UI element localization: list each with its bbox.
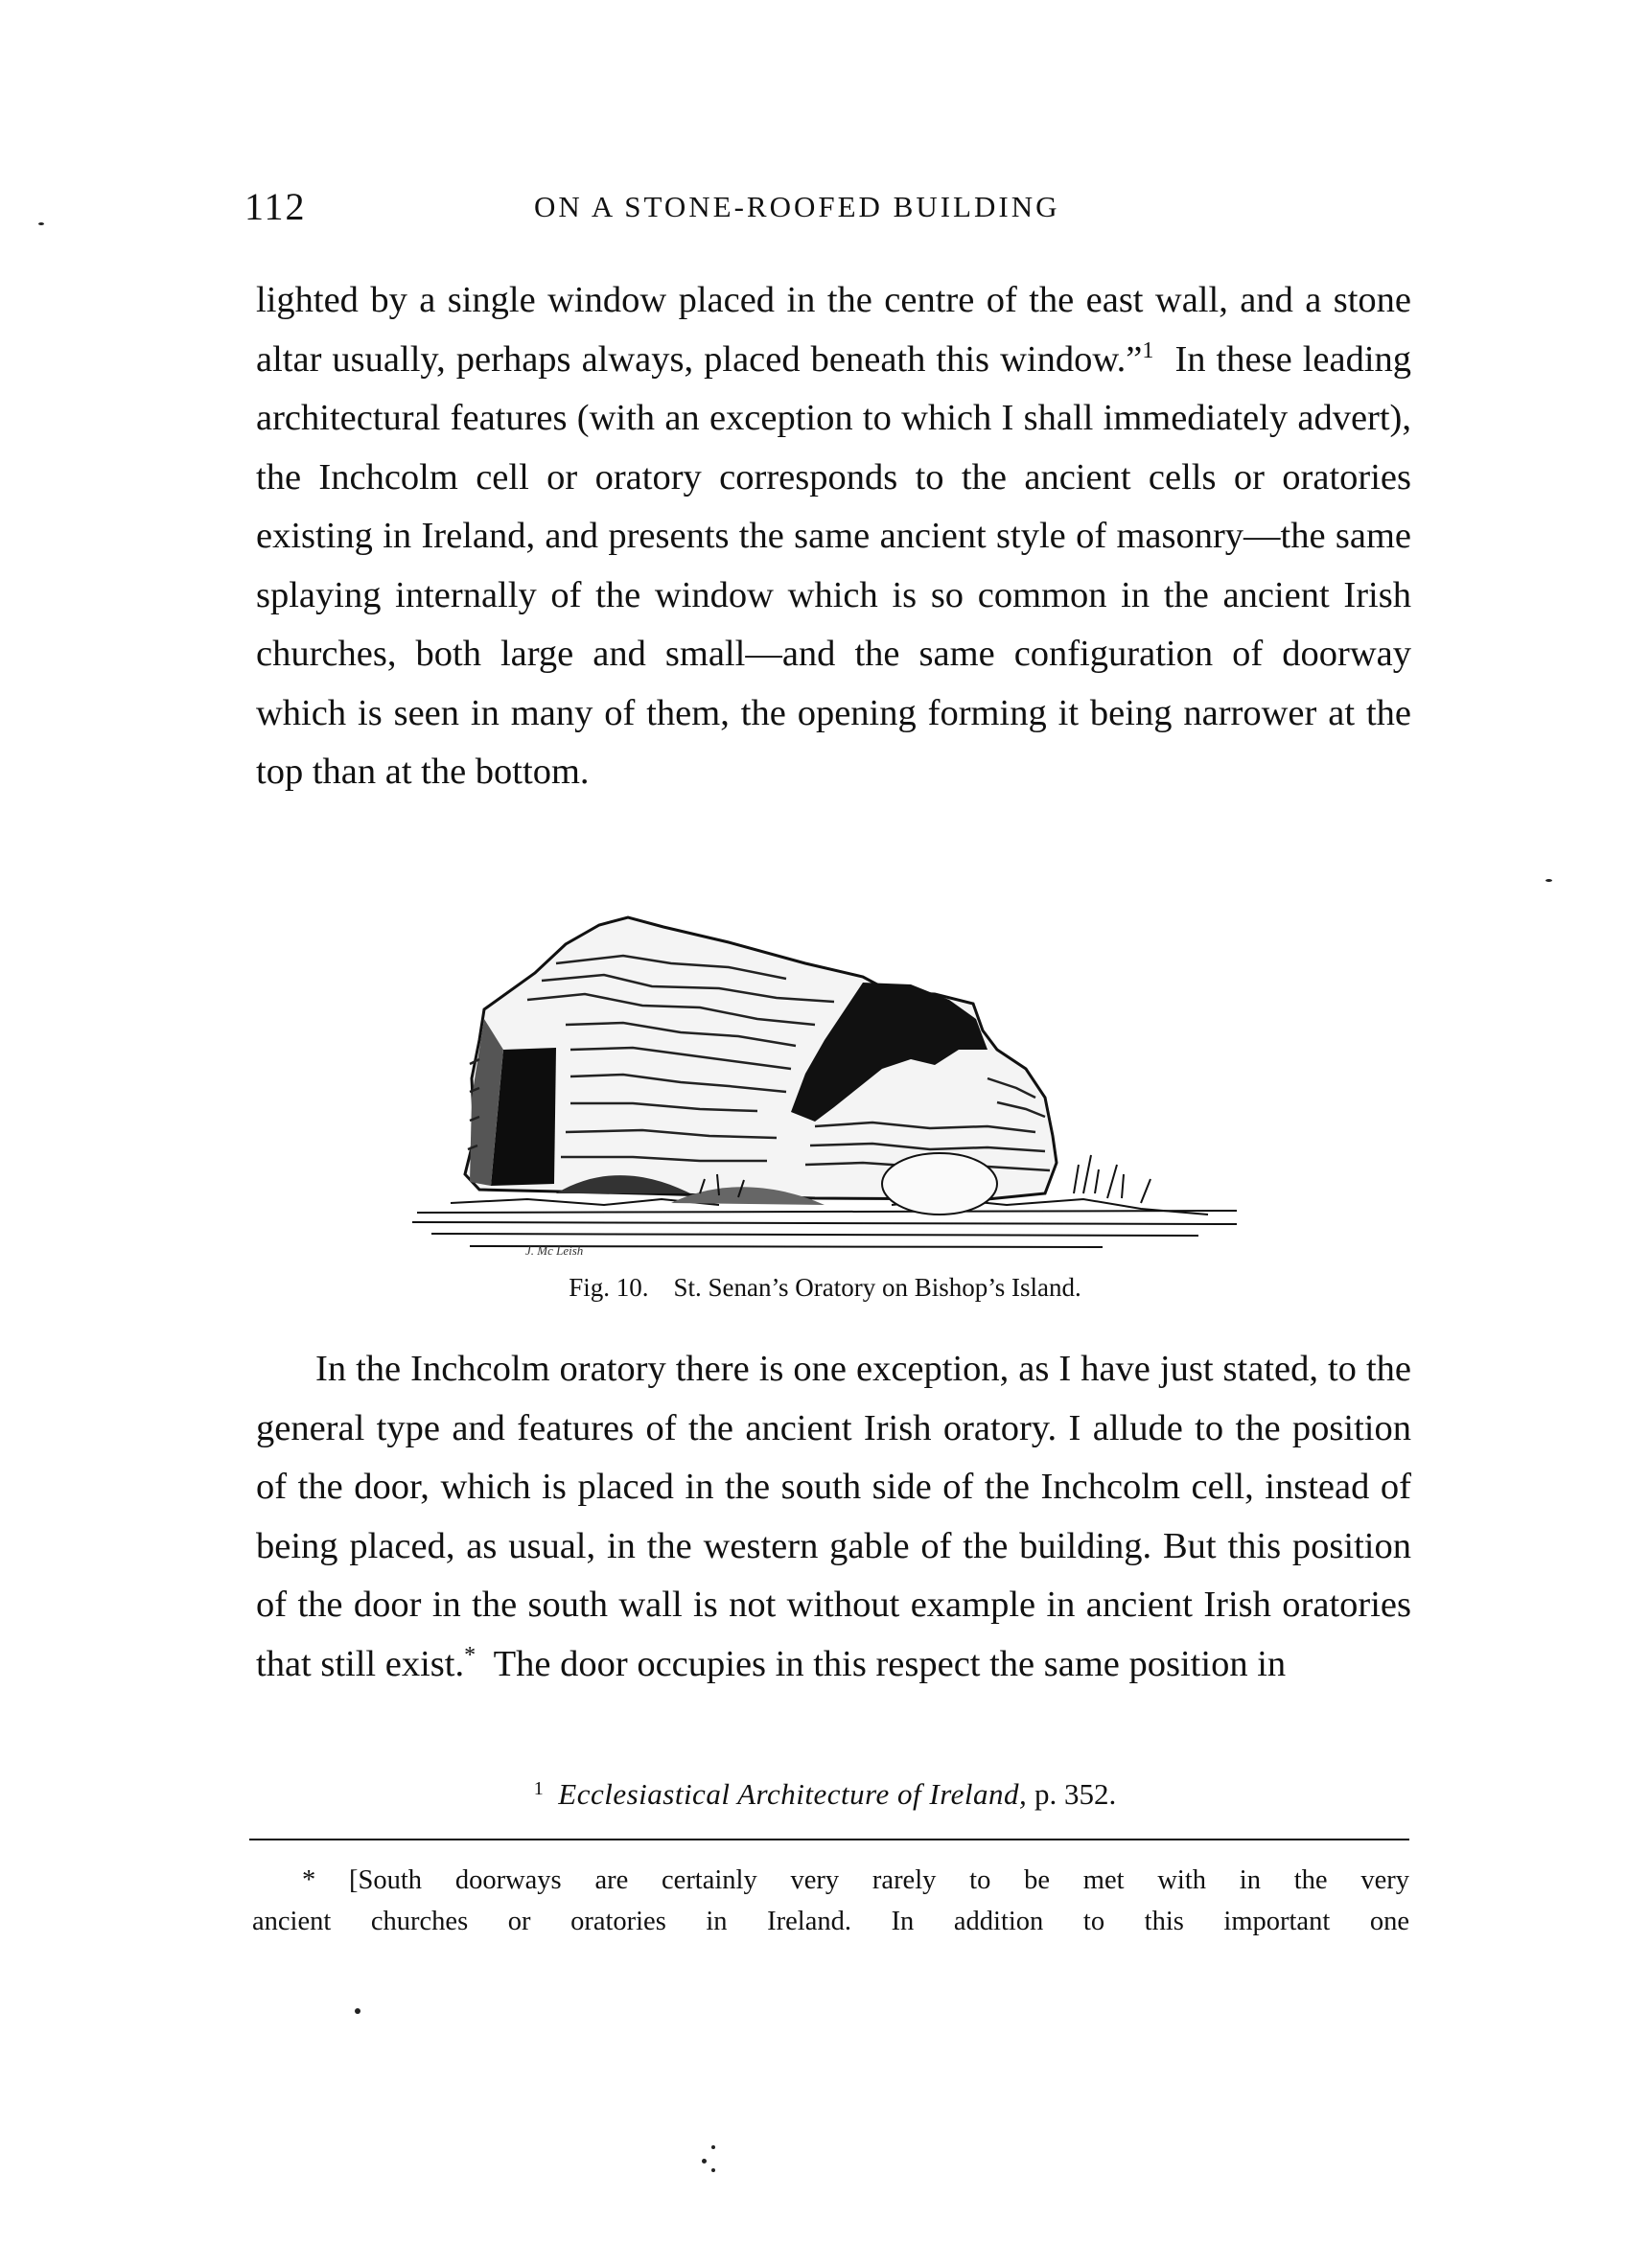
paragraph-1 — [256, 271, 1411, 802]
scan-speck — [702, 2159, 707, 2164]
paragraph-1-text-b: In these leading architectural features (with an exception to which I shall immediately advert), the Inchcolm cell or oratory corresponds to the ancient cells or oratories existing in Ireland, and presents the same ancient style of masonry—the same splaying internally of the window which is so common in the ancient Irish churches, both large and small—and the same configuration of doorway which is seen in many of them, the opening forming it being narrower at the top than at the bottom. — [256, 338, 1412, 792]
oratory-illustration — [412, 906, 1246, 1265]
oratory-engraving — [412, 906, 1246, 1265]
boulder — [882, 1153, 997, 1215]
page-number: 112 — [244, 185, 307, 228]
figure-caption — [0, 1273, 1650, 1303]
footnote-rule — [249, 1839, 1409, 1840]
figure-caption-text: St. Senan’s Oratory on Bishop’s Island. — [673, 1273, 1081, 1302]
citation-note — [0, 1777, 1650, 1812]
running-title: ON A STONE-ROOFED BUILDING — [534, 190, 1060, 223]
footnote — [252, 1860, 1409, 1942]
footnote-line-2: ancient churches or oratories in Ireland. In addition to this important one — [252, 1907, 1409, 1936]
figure-label: Fig. 10. — [569, 1273, 649, 1302]
citation-number: 1 — [533, 1778, 544, 1799]
paragraph-1-text-a: lighted by a single window placed in the centre of the east wall, and a stone altar usually, perhaps always, placed beneath this window.” — [256, 280, 1411, 380]
citation-page: p. 352. — [1034, 1777, 1117, 1811]
scan-speck — [711, 2145, 715, 2149]
running-head — [244, 184, 1433, 242]
engraver-signature: J. Mc Leish — [525, 1243, 584, 1258]
footnote-line-1: * [South doorways are certainly very rarely to be met with in the very — [302, 1865, 1409, 1895]
ground-hatching — [412, 1199, 1237, 1247]
scan-speck — [711, 2168, 715, 2172]
citation-title: Ecclesiastical Architecture of Ireland, — [558, 1777, 1028, 1811]
paragraph-2-text-b: The door occupies in this respect the same position in — [493, 1643, 1287, 1684]
scan-speck — [355, 2008, 360, 2014]
scan-speck — [38, 222, 44, 225]
footnote-ref-1: 1 — [1142, 337, 1154, 363]
footnote-ref-star: * — [464, 1642, 476, 1668]
paragraph-2-text-a: In the Inchcolm oratory there is one exception, as I have just stated, to the general type and features of the ancient Irish oratory. I allude to the position of the door, which is placed in the south side of the Inchcolm cell, instead of being placed, as usual, in the western gable of the building. But this position of the door in the south wall is not without example in ancient Irish oratories that still exist. — [256, 1349, 1411, 1684]
paragraph-2 — [256, 1340, 1411, 1694]
scan-speck — [1545, 879, 1552, 882]
